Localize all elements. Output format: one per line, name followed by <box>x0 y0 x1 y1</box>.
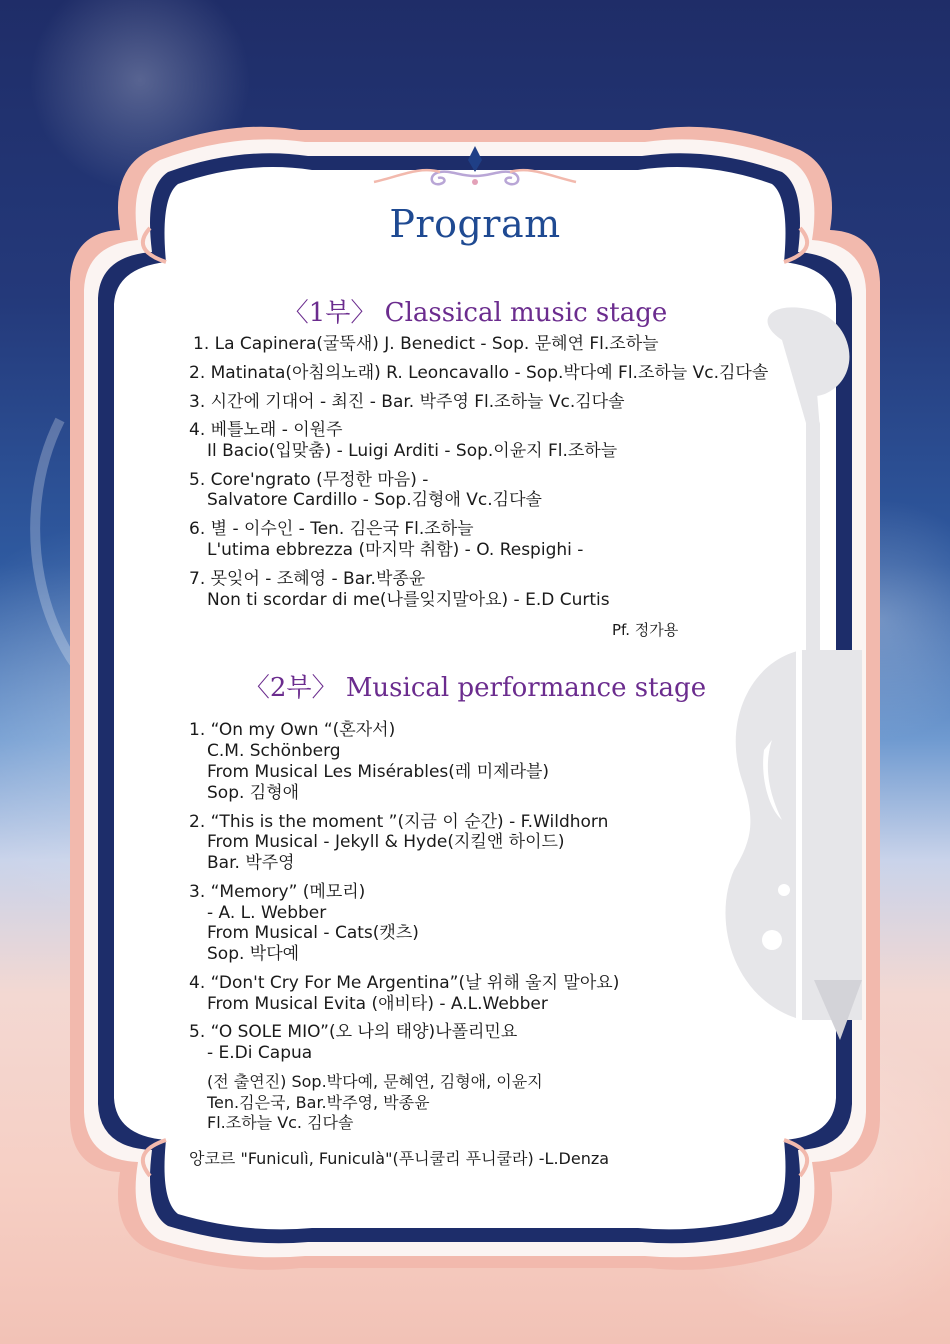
part2-line: Sop. 김형애 <box>207 783 300 803</box>
part2-line: From Musical Les Misérables(레 미제라블) <box>207 762 550 782</box>
part1-line: 1. La Capinera(굴뚝새) J. Benedict - Sop. 문혜연 Fl.조하늘 <box>193 334 659 354</box>
part2-line: 1. “On my Own “(혼자서) <box>189 720 396 740</box>
page-title: Program <box>389 202 561 246</box>
encore-line: 앙코르 "Funiculì, Funiculà"(푸니쿨리 푸니쿨라) -L.Denza <box>189 1149 610 1168</box>
part1-line: 2. Matinata(아침의노래) R. Leoncavallo - Sop.박다예 Fl.조하늘 Vc.김다솔 <box>189 363 769 383</box>
part2-line: - E.Di Capua <box>207 1043 313 1063</box>
full-cast-line: (전 출연진) Sop.박다예, 문혜연, 김형애, 이윤지 <box>207 1072 543 1091</box>
part1-line: L'utima ebbrezza (마지막 취함) - O. Respighi - <box>207 540 584 560</box>
part1-line: 4. 베틀노래 - 이원주 <box>189 420 343 440</box>
part1-line: Non ti scordar di me(나를잊지말아요) - E.D Curtis <box>207 590 610 610</box>
part1-line: Il Bacio(입맞춤) - Luigi Arditi - Sop.이윤지 Fl.조하늘 <box>207 441 618 461</box>
part2-line: Sop. 박다예 <box>207 944 300 964</box>
part1-line: 5. Core'ngrato (무정한 마음) - <box>189 470 429 490</box>
part2-heading: 〈2부〉 Musical performance stage <box>243 673 707 703</box>
part2-line: C.M. Schönberg <box>207 741 341 761</box>
part2-line: From Musical Evita (애비타) - A.L.Webber <box>207 994 548 1014</box>
part2-line: From Musical - Cats(캣츠) <box>207 923 419 943</box>
part2-line: 2. “This is the moment ”(지금 이 순간) - F.Wildhorn <box>189 812 609 832</box>
part2-line: From Musical - Jekyll & Hyde(지킬앤 하이드) <box>207 832 565 852</box>
full-cast-line: Fl.조하늘 Vc. 김다솔 <box>207 1113 354 1132</box>
part2-line: - A. L. Webber <box>207 903 327 923</box>
part1-heading: 〈1부〉 Classical music stage <box>282 298 668 328</box>
part2-line: 3. “Memory” (메모리) <box>189 882 366 902</box>
part1-line: 7. 못잊어 - 조혜영 - Bar.박종윤 <box>189 569 426 589</box>
pianist-credit: Pf. 정가용 <box>612 621 679 639</box>
part1-line: 3. 시간에 기대어 - 최진 - Bar. 박주영 Fl.조하늘 Vc.김다솔 <box>189 392 625 412</box>
part2-line: 5. “O SOLE MIO”(오 나의 태양)나폴리민요 <box>189 1022 518 1042</box>
part2-line: 4. “Don't Cry For Me Argentina”(날 위해 울지 말아요) <box>189 973 620 993</box>
part1-line: 6. 별 - 이수인 - Ten. 김은국 Fl.조하늘 <box>189 519 474 539</box>
full-cast-line: Ten.김은국, Bar.박주영, 박종윤 <box>207 1093 430 1112</box>
part2-line: Bar. 박주영 <box>207 853 295 873</box>
part1-line: Salvatore Cardillo - Sop.김형애 Vc.김다솔 <box>207 490 542 510</box>
